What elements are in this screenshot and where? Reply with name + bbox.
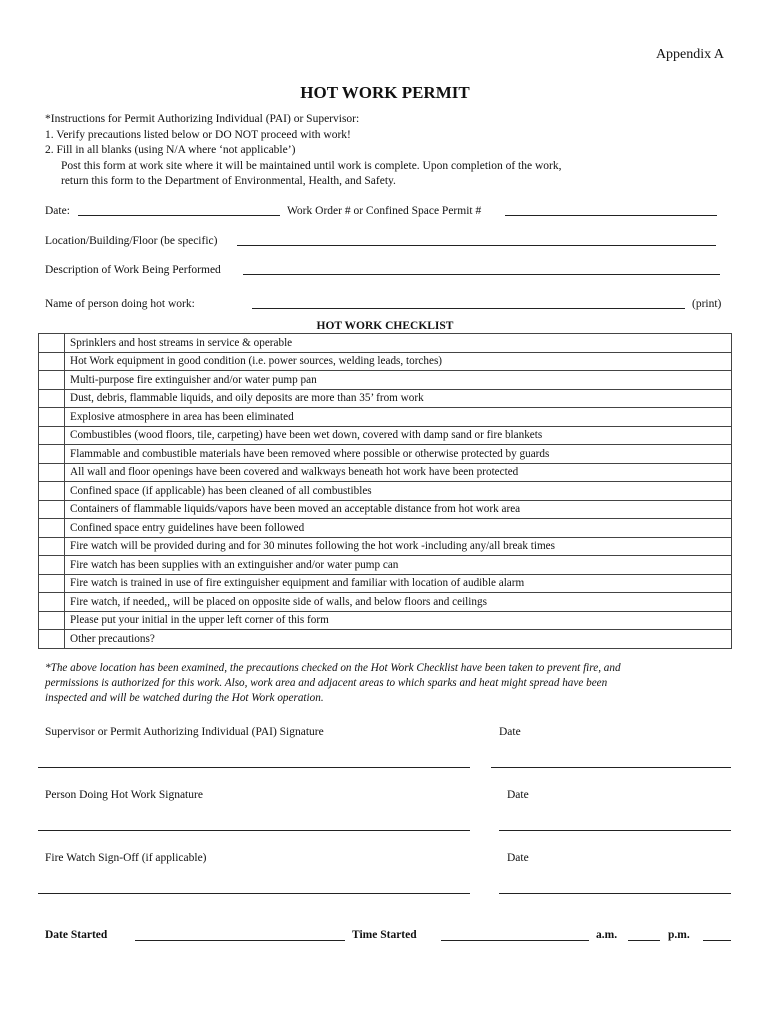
person-date-field[interactable] (499, 830, 731, 831)
time-started-field[interactable] (441, 940, 589, 941)
page-title: HOT WORK PERMIT (300, 83, 470, 102)
firewatch-signature-field[interactable] (38, 893, 470, 894)
checklist-checkbox[interactable] (39, 371, 65, 390)
checklist-checkbox[interactable] (39, 519, 65, 538)
time-started-label: Time Started (352, 929, 417, 941)
checklist-checkbox[interactable] (39, 574, 65, 593)
examination-note (45, 661, 735, 706)
supervisor-date-label: Date (499, 726, 521, 738)
checklist-checkbox[interactable] (39, 611, 65, 630)
checklist-row (39, 463, 732, 482)
pm-field[interactable] (703, 940, 731, 941)
checklist-row (39, 556, 732, 575)
instruction-line: Post this form at work site where it will be maintained until work is complete. Upon completion of the work, (61, 159, 562, 172)
checklist-item-label: Containers of flammable liquids/vapors have been moved an acceptable distance from hot work area (65, 500, 732, 519)
checklist-row (39, 352, 732, 371)
checklist-item-label: Fire watch has been supplies with an extinguisher and/or water pump can (65, 556, 732, 575)
firewatch-signature-label: Fire Watch Sign-Off (if applicable) (45, 852, 207, 864)
checklist-item-label: Hot Work equipment in good condition (i.e. power sources, welding leads, torches) (65, 352, 732, 371)
supervisor-date-field[interactable] (491, 767, 731, 768)
checklist-checkbox[interactable] (39, 463, 65, 482)
firewatch-date-field[interactable] (499, 893, 731, 894)
checklist-item-label: Confined space entry guidelines have been followed (65, 519, 732, 538)
checklist-item-label: All wall and floor openings have been covered and walkways beneath hot work have been protected (65, 463, 732, 482)
checklist-item-label: Confined space (if applicable) has been cleaned of all combustibles (65, 482, 732, 501)
checklist-checkbox[interactable] (39, 426, 65, 445)
checklist-checkbox[interactable] (39, 500, 65, 519)
checklist-row (39, 426, 732, 445)
checklist-row (39, 408, 732, 427)
checklist-item-label: Sprinklers and host streams in service & operable (65, 334, 732, 353)
checklist-item-label: Explosive atmosphere in area has been eliminated (65, 408, 732, 427)
checklist-item-label: Multi-purpose fire extinguisher and/or water pump pan (65, 371, 732, 390)
date-started-label: Date Started (45, 929, 108, 941)
instructions (45, 112, 561, 190)
person-signature-field[interactable] (38, 830, 470, 831)
person-signature-label: Person Doing Hot Work Signature (45, 789, 203, 801)
checklist-row (39, 537, 732, 556)
pm-label: p.m. (668, 929, 690, 941)
person-date-label: Date (507, 789, 529, 801)
instruction-line: 1. Verify precautions listed below or DO NOT proceed with work! (45, 128, 351, 141)
checklist-item-label: Dust, debris, flammable liquids, and oily deposits are more than 35’ from work (65, 389, 732, 408)
note-line: *The above location has been examined, the precautions checked on the Hot Work Checklist have been taken to prevent fire, and (45, 662, 621, 674)
location-label: Location/Building/Floor (be specific) (45, 235, 218, 247)
checklist-row (39, 334, 732, 353)
supervisor-signature-field[interactable] (38, 767, 470, 768)
instruction-line: *Instructions for Permit Authorizing Individual (PAI) or Supervisor: (45, 113, 360, 125)
am-label: a.m. (596, 929, 618, 941)
checklist-checkbox[interactable] (39, 352, 65, 371)
checklist-item-label: Fire watch will be provided during and for 30 minutes following the hot work -including any/all break times (65, 537, 732, 556)
checklist-item-label: Combustibles (wood floors, tile, carpeting) have been wet down, covered with damp sand or fire blankets (65, 426, 732, 445)
checklist-checkbox[interactable] (39, 445, 65, 464)
checklist-row (39, 371, 732, 390)
checklist-row (39, 389, 732, 408)
checklist-row (39, 574, 732, 593)
date-field[interactable] (78, 215, 280, 216)
work-order-field[interactable] (505, 215, 717, 216)
checklist-row (39, 482, 732, 501)
date-label: Date: (45, 205, 70, 217)
checklist-row (39, 611, 732, 630)
instruction-line: 2. Fill in all blanks (using N/A where ‘not applicable’) (45, 144, 296, 156)
checklist-checkbox[interactable] (39, 334, 65, 353)
description-field[interactable] (243, 274, 720, 275)
checklist-checkbox[interactable] (39, 482, 65, 501)
checklist-item-label: Other precautions? (65, 630, 732, 649)
checklist-checkbox[interactable] (39, 408, 65, 427)
supervisor-signature-label: Supervisor or Permit Authorizing Individual (PAI) Signature (45, 726, 324, 738)
note-line: inspected and will be watched during the Hot Work operation. (45, 692, 324, 704)
hot-work-checklist (38, 333, 732, 649)
am-field[interactable] (628, 940, 660, 941)
checklist-item-label: Please put your initial in the upper left corner of this form (65, 611, 732, 630)
description-label: Description of Work Being Performed (45, 264, 221, 276)
note-line: permissions is authorized for this work. Also, work area and adjacent areas to which sparks and heat might spread have been (45, 677, 608, 689)
instruction-line: return this form to the Department of Environmental, Health, and Safety. (61, 175, 396, 187)
name-label: Name of person doing hot work: (45, 298, 195, 310)
checklist-checkbox[interactable] (39, 537, 65, 556)
print-label: (print) (692, 298, 722, 310)
work-order-label: Work Order # or Confined Space Permit # (287, 205, 482, 217)
checklist-item-label: Fire watch, if needed,, will be placed on opposite side of walls, and below floors and ceilings (65, 593, 732, 612)
checklist-checkbox[interactable] (39, 556, 65, 575)
checklist-checkbox[interactable] (39, 389, 65, 408)
location-field[interactable] (237, 245, 716, 246)
checklist-item-label: Flammable and combustible materials have been removed where possible or otherwise protected by guards (65, 445, 732, 464)
checklist-row (39, 630, 732, 649)
checklist-row (39, 593, 732, 612)
name-field[interactable] (252, 308, 685, 309)
checklist-checkbox[interactable] (39, 593, 65, 612)
firewatch-date-label: Date (507, 852, 529, 864)
checklist-row (39, 500, 732, 519)
checklist-item-label: Fire watch is trained in use of fire extinguisher equipment and familiar with location of audible alarm (65, 574, 732, 593)
date-started-field[interactable] (135, 940, 345, 941)
appendix-label: Appendix A (655, 47, 724, 62)
checklist-title: HOT WORK CHECKLIST (316, 320, 454, 332)
checklist-row (39, 445, 732, 464)
checklist-row (39, 519, 732, 538)
checklist-checkbox[interactable] (39, 630, 65, 649)
